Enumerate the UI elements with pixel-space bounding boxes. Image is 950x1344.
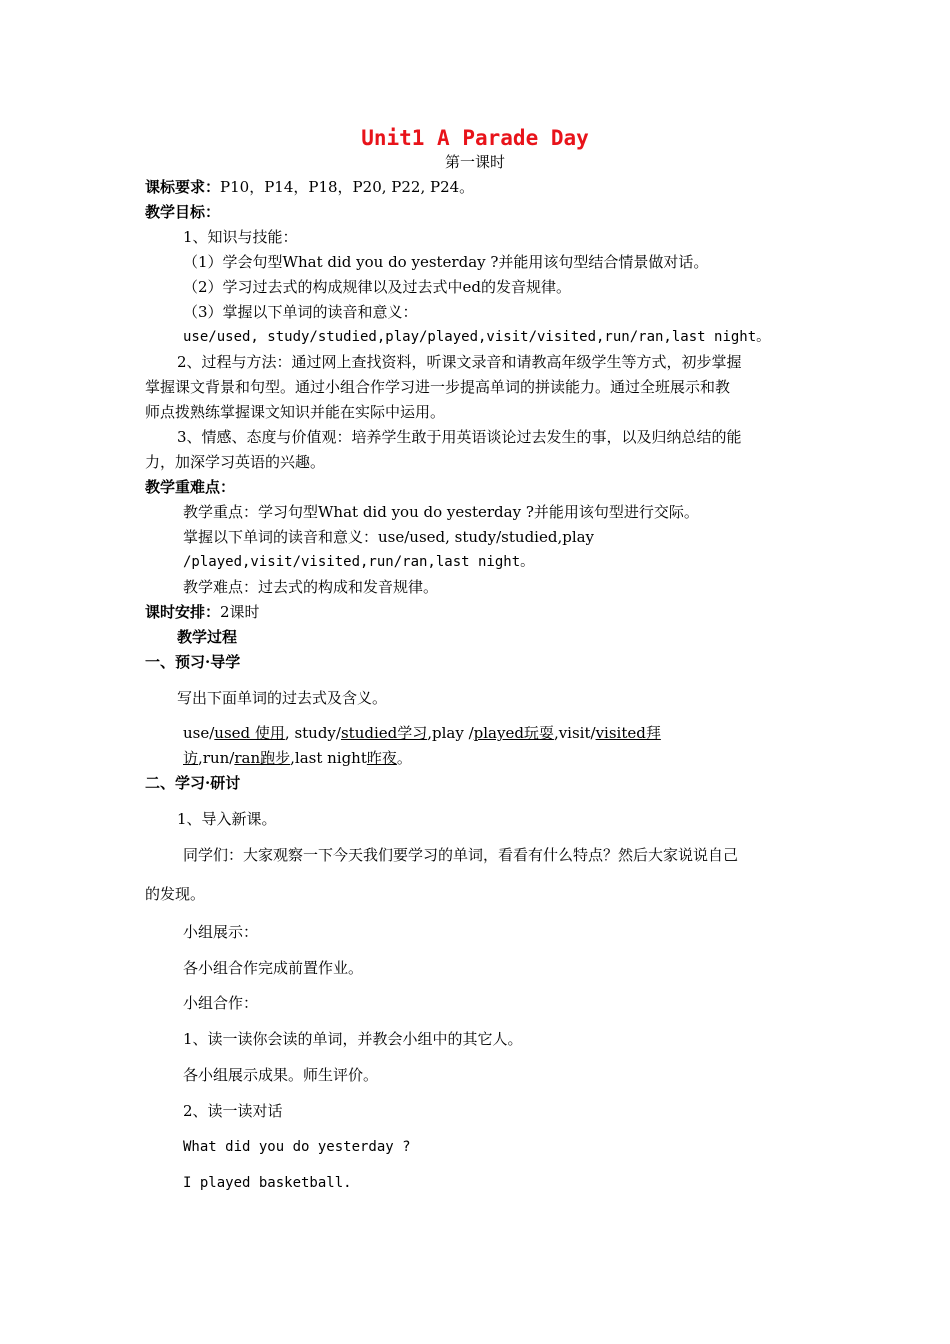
objective-1b: （2）学习过去式的构成规律以及过去式中ed的发音规律。 (183, 278, 572, 296)
underlined-answer: used 使用 (214, 724, 285, 742)
key-point-2: 掌握以下单词的读音和意义：use/used, study/studied,play (183, 528, 595, 546)
group-work-result: 各小组展示成果。师生评价。 (183, 1066, 379, 1084)
underlined-answer: 访 (183, 749, 199, 767)
key-point-3: /played,visit/visited,run/ran,last night。 (183, 554, 535, 570)
dialogue-question: What did you do yesterday ? (183, 1139, 411, 1155)
group-work-step-1: 1、读一读你会读的单词，并教会小组中的其它人。 (183, 1030, 523, 1048)
group-work-label: 小组合作： (183, 994, 259, 1012)
objective-1: 1、知识与技能： (183, 228, 298, 246)
document-title: Unit1 A Parade Day (361, 126, 589, 150)
objective-2-line1: 2、过程与方法：通过网上查找资料，听课文录音和请教高年级学生等方式，初步掌握 (177, 353, 742, 371)
underlined-answer: played玩耍 (473, 724, 554, 742)
objective-3-line1: 3、情感、态度与价值观：培养学生敢于用英语谈论过去发生的事，以及归纳总结的能 (177, 428, 742, 446)
objective-1a: （1）学会句型What did you do yesterday ?并能用该句型结合情景做对话。 (183, 253, 709, 271)
objectives-heading: 教学目标： (145, 203, 221, 221)
standards-label: 课标要求： (145, 178, 221, 196)
word-prompt: ,run/ (198, 749, 235, 767)
standards-text: P10，P14，P18，P20, P22, P24。 (220, 178, 475, 196)
underlined-answer: visited拜 (595, 724, 661, 742)
dialogue-answer: I played basketball. (183, 1175, 352, 1191)
objective-2-line2: 掌握课文背景和句型。通过小组合作学习进一步提高单词的拼读能力。通过全班展示和教 (145, 378, 731, 396)
word-prompt: use/ (183, 724, 215, 742)
word-prompt: ,play / (427, 724, 474, 742)
schedule-line (145, 602, 260, 622)
section-1-heading: 一、预习·导学 (145, 653, 241, 671)
process-heading: 教学过程 (177, 628, 238, 646)
word-prompt: , study/ (284, 724, 341, 742)
underlined-answer: studied学习 (340, 724, 428, 742)
objective-words: use/used, study/studied,play/played,visit/visited,run/ran,last night。 (183, 329, 771, 345)
word-prompt: 。 (396, 749, 412, 767)
underlined-answer: ran跑步 (234, 749, 291, 767)
objective-2-line3: 师点拨熟练掌握课文知识并能在实际中运用。 (145, 403, 446, 421)
group-show-text: 各小组合作完成前置作业。 (183, 959, 364, 977)
word-prompt: ,visit/ (553, 724, 596, 742)
difficult-point: 教学难点：过去式的构成和发音规律。 (183, 578, 439, 596)
schedule-text: 2课时 (220, 603, 260, 621)
section-1-answers-line1 (183, 723, 661, 743)
standards-line (145, 177, 474, 197)
section-2-step-1: 1、导入新课。 (177, 810, 277, 828)
keypoints-heading: 教学重难点： (145, 478, 236, 496)
section-2-paragraph-line2: 的发现。 (145, 885, 206, 903)
key-point-1: 教学重点：学习句型What did you do yesterday ?并能用该句型进行交际。 (183, 503, 699, 521)
group-show-label: 小组展示： (183, 923, 259, 941)
lesson-subtitle: 第一课时 (444, 153, 505, 171)
section-1-answers-line2 (183, 748, 412, 768)
underlined-answer: 昨夜 (366, 749, 397, 767)
section-2-paragraph-line1: 同学们：大家观察一下今天我们要学习的单词，看看有什么特点？然后大家说说自己 (183, 846, 739, 864)
word-prompt: ,last night (290, 749, 367, 767)
objective-3-line2: 力，加深学习英语的兴趣。 (145, 453, 326, 471)
section-2-heading: 二、学习·研讨 (145, 774, 241, 792)
objective-1c: （3）掌握以下单词的读音和意义： (183, 303, 418, 321)
schedule-label: 课时安排： (145, 603, 221, 621)
group-work-step-2: 2、读一读对话 (183, 1102, 283, 1120)
section-1-intro: 写出下面单词的过去式及含义。 (177, 689, 388, 707)
